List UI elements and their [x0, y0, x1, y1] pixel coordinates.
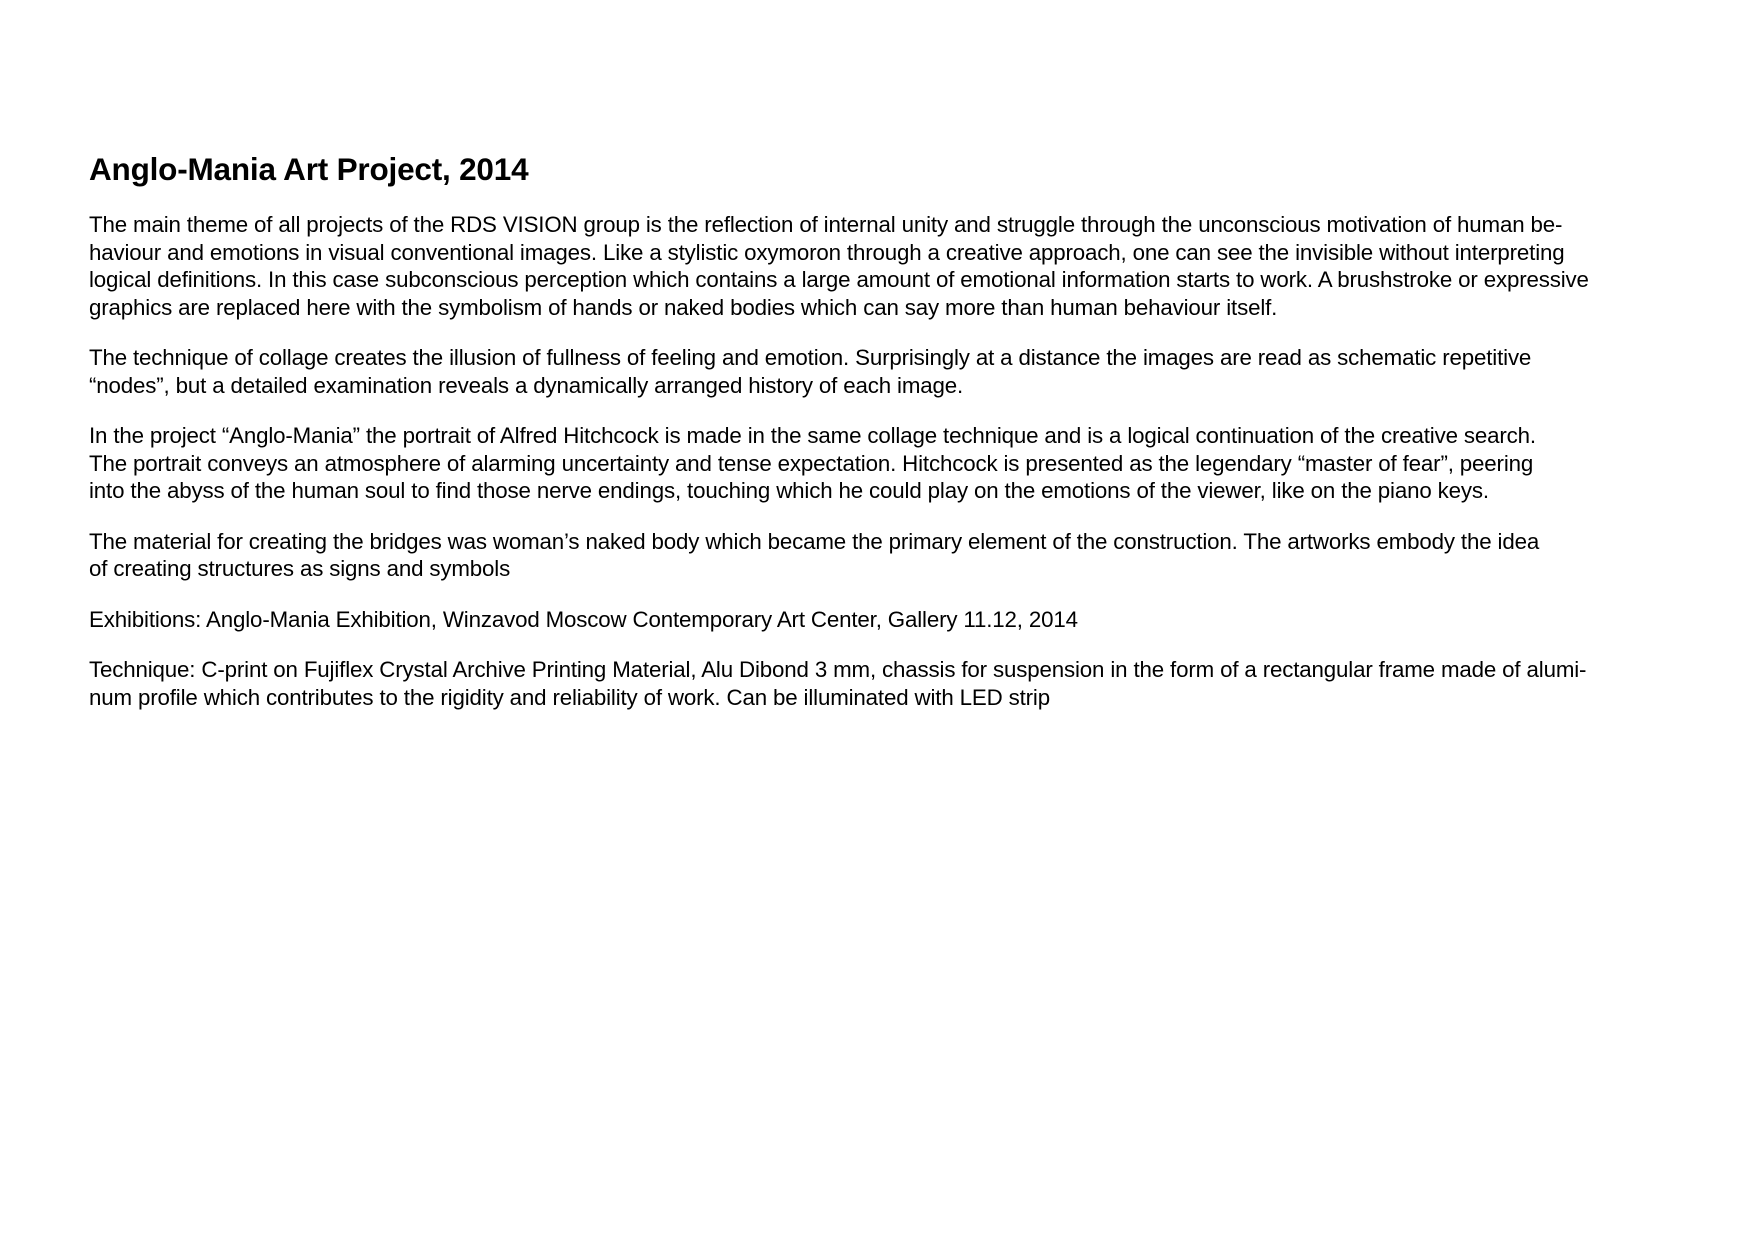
paragraph-material: The material for creating the bridges was woman’s naked body which became the primary element of the construction. The artworks embody the idea of creating structures as signs and symbols	[89, 528, 1540, 581]
document-body	[89, 149, 1689, 734]
paragraph-hitchcock-portrait: In the project “Anglo-Mania” the portrait of Alfred Hitchcock is made in the same collage technique and is a logical continuation of the creative search. The portrait conveys an atmosphere of alarming uncertainty and tense expectation. Hitchcock is presented as the legendary “master of fear”, peering into the abyss of the human soul to find those nerve endings, touching which he could play on the emotions of the viewer, like on the piano keys.	[89, 423, 1536, 503]
page-title: Anglo-Mania Art Project, 2014	[89, 151, 529, 187]
paragraph-technique: Technique: C-print on Fujiflex Crystal Archive Printing Material, Alu Dibond 3 mm, chassis for suspension in the form of a rectangular frame made of alumi- num profile which contributes to the rigidity and reliability of work. Can be illuminated with LED strip	[89, 657, 1587, 710]
paragraph-exhibitions: Exhibitions: Anglo-Mania Exhibition, Winzavod Moscow Contemporary Art Center, Gallery 11.12, 2014	[89, 606, 1078, 632]
paragraph-theme: The main theme of all projects of the RDS VISION group is the reflection of internal unity and struggle through the unconscious motivation of human be- haviour and emotions in visual conventional images. Like a stylistic oxymoron through a creative approach, one can see the invisible without interpreting logical definitions. In this case subconscious perception which contains a large amount of emotional information starts to work. A brushstroke or expressive graphics are replaced here with the symbolism of hands or naked bodies which can say more than human behaviour itself.	[89, 212, 1589, 320]
paragraph-collage-technique: The technique of collage creates the illusion of fullness of feeling and emotion. Surprisingly at a distance the images are read as schematic repetitive “nodes”, but a detailed examination reveals a dynamically arranged history of each image.	[89, 345, 1532, 398]
